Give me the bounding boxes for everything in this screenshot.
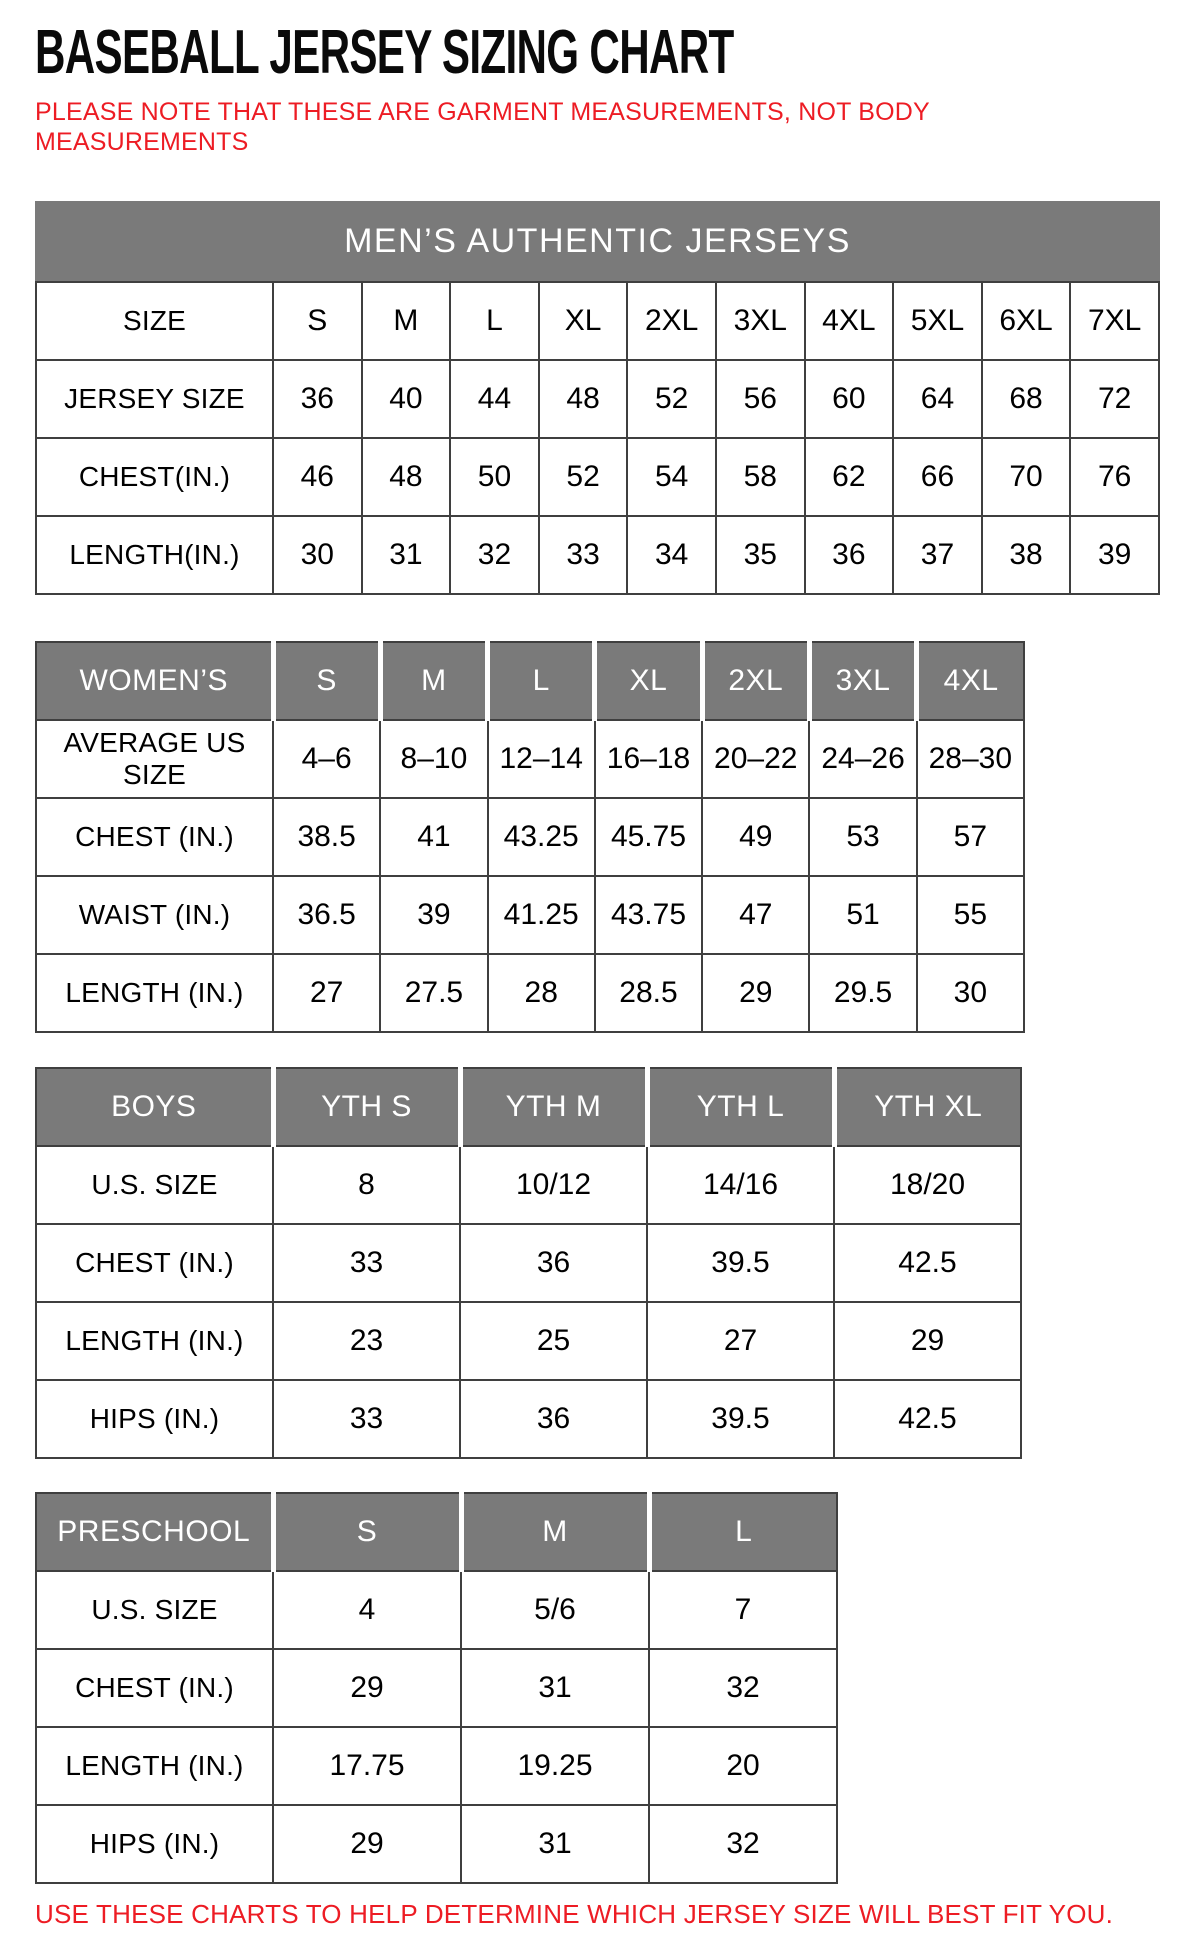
column-header: M [461,1493,649,1571]
table-row [36,1649,837,1727]
value-cell: 60 [805,360,894,438]
row-label: U.S. SIZE [36,1146,273,1224]
womens-grid [35,641,1025,1033]
table-row [36,1146,1021,1224]
table-row [36,1727,837,1805]
value-cell: 37 [893,516,982,594]
boys-table [35,1067,1200,1459]
value-cell: 25 [460,1302,647,1380]
table-row [36,798,1024,876]
value-cell: 6XL [982,282,1071,360]
row-label: LENGTH (IN.) [36,1727,273,1805]
value-cell: 48 [362,438,451,516]
value-cell: 58 [716,438,805,516]
value-cell: 52 [627,360,716,438]
value-cell: 39 [1070,516,1159,594]
row-label: LENGTH (IN.) [36,1302,273,1380]
row-label: SIZE [36,282,273,360]
value-cell: 47 [702,876,809,954]
value-cell: 56 [716,360,805,438]
page-title [35,0,1200,85]
value-cell: 36.5 [273,876,380,954]
content-column [35,0,1200,1930]
value-cell: 8 [273,1146,460,1224]
value-cell: XL [539,282,628,360]
column-header: XL [595,642,702,720]
row-label: CHEST(IN.) [36,438,273,516]
row-label: CHEST (IN.) [36,1224,273,1302]
row-label: CHEST (IN.) [36,1649,273,1727]
row-label: U.S. SIZE [36,1571,273,1649]
value-cell: 43.25 [488,798,595,876]
column-header: S [273,1493,461,1571]
mens-banner-heading: MEN’S AUTHENTIC JERSEYS [35,201,1160,281]
table-row [36,876,1024,954]
row-label: LENGTH(IN.) [36,516,273,594]
value-cell: 5/6 [461,1571,649,1649]
mens-table [35,201,1200,595]
value-cell: 28 [488,954,595,1032]
value-cell: 39 [380,876,487,954]
value-cell: 41 [380,798,487,876]
table-row [36,720,1024,798]
value-cell: 39.5 [647,1224,834,1302]
value-cell: 40 [362,360,451,438]
value-cell: 36 [460,1380,647,1458]
value-cell: 53 [809,798,916,876]
value-cell: 64 [893,360,982,438]
value-cell: 27.5 [380,954,487,1032]
value-cell: 7 [649,1571,837,1649]
value-cell: 52 [539,438,628,516]
table-row [36,954,1024,1032]
value-cell: 5XL [893,282,982,360]
value-cell: 62 [805,438,894,516]
value-cell: 43.75 [595,876,702,954]
value-cell: 20–22 [702,720,809,798]
value-cell: 36 [460,1224,647,1302]
column-header: 3XL [809,642,916,720]
womens-table [35,641,1200,1033]
value-cell: 48 [539,360,628,438]
value-cell: 29 [702,954,809,1032]
column-header: YTH M [460,1068,647,1146]
value-cell: 29 [834,1302,1021,1380]
row-label: CHEST (IN.) [36,798,273,876]
value-cell: 51 [809,876,916,954]
column-header: S [273,642,380,720]
value-cell: 4–6 [273,720,380,798]
value-cell: 4 [273,1571,461,1649]
value-cell: 38 [982,516,1071,594]
value-cell: 29.5 [809,954,916,1032]
table-row [36,360,1159,438]
preschool-grid [35,1492,838,1884]
value-cell: 28–30 [917,720,1024,798]
row-label: HIPS (IN.) [36,1380,273,1458]
value-cell: 27 [273,954,380,1032]
womens-header-row [36,642,1024,720]
value-cell: M [362,282,451,360]
value-cell: 31 [461,1805,649,1883]
value-cell: 31 [362,516,451,594]
value-cell: 24–26 [809,720,916,798]
value-cell: 36 [273,360,362,438]
boys-header-row [36,1068,1021,1146]
column-header: YTH S [273,1068,460,1146]
value-cell: 72 [1070,360,1159,438]
value-cell: 2XL [627,282,716,360]
value-cell: 54 [627,438,716,516]
garment-note-text: PLEASE NOTE THAT THESE ARE GARMENT MEASUREMENTS, NOT BODY MEASUREMENTS [35,98,930,156]
value-cell: 35 [716,516,805,594]
column-header: 2XL [702,642,809,720]
value-cell: 42.5 [834,1224,1021,1302]
womens-header-label: WOMEN’S [36,642,273,720]
value-cell: 36 [805,516,894,594]
value-cell: 33 [273,1380,460,1458]
column-header: M [380,642,487,720]
preschool-header-label: PRESCHOOL [36,1493,273,1571]
value-cell: 49 [702,798,809,876]
value-cell: 38.5 [273,798,380,876]
row-label: WAIST (IN.) [36,876,273,954]
value-cell: 29 [273,1649,461,1727]
column-header: L [488,642,595,720]
value-cell: 41.25 [488,876,595,954]
value-cell: 68 [982,360,1071,438]
value-cell: 76 [1070,438,1159,516]
row-label: JERSEY SIZE [36,360,273,438]
value-cell: 55 [917,876,1024,954]
value-cell: S [273,282,362,360]
column-header: 4XL [917,642,1024,720]
value-cell: 33 [539,516,628,594]
value-cell: 44 [450,360,539,438]
value-cell: 10/12 [460,1146,647,1224]
value-cell: 12–14 [488,720,595,798]
value-cell: L [450,282,539,360]
value-cell: 57 [917,798,1024,876]
row-label: LENGTH (IN.) [36,954,273,1032]
value-cell: 66 [893,438,982,516]
value-cell: 45.75 [595,798,702,876]
footer-note-text: USE THESE CHARTS TO HELP DETERMINE WHICH JERSEY SIZE WILL BEST FIT YOU. [35,1899,1114,1930]
value-cell: 20 [649,1727,837,1805]
value-cell: 23 [273,1302,460,1380]
table-row [36,1805,837,1883]
table-row [36,282,1159,360]
column-header: L [649,1493,837,1571]
value-cell: 70 [982,438,1071,516]
table-row [36,1571,837,1649]
value-cell: 39.5 [647,1380,834,1458]
table-row [36,1302,1021,1380]
column-header: YTH L [647,1068,834,1146]
value-cell: 17.75 [273,1727,461,1805]
preschool-table [35,1492,1200,1884]
value-cell: 32 [649,1805,837,1883]
value-cell: 18/20 [834,1146,1021,1224]
value-cell: 33 [273,1224,460,1302]
value-cell: 29 [273,1805,461,1883]
preschool-header-row [36,1493,837,1571]
table-row [36,1224,1021,1302]
value-cell: 27 [647,1302,834,1380]
value-cell: 4XL [805,282,894,360]
table-row [36,516,1159,594]
value-cell: 30 [917,954,1024,1032]
value-cell: 32 [649,1649,837,1727]
tables [35,201,1200,1884]
value-cell: 14/16 [647,1146,834,1224]
value-cell: 3XL [716,282,805,360]
value-cell: 28.5 [595,954,702,1032]
value-cell: 31 [461,1649,649,1727]
table-row [36,438,1159,516]
value-cell: 34 [627,516,716,594]
table-row [36,1380,1021,1458]
row-label: AVERAGE US SIZE [36,720,273,798]
value-cell: 32 [450,516,539,594]
value-cell: 7XL [1070,282,1159,360]
value-cell: 42.5 [834,1380,1021,1458]
mens-grid [35,281,1160,595]
value-cell: 16–18 [595,720,702,798]
value-cell: 50 [450,438,539,516]
value-cell: 46 [273,438,362,516]
page-title-text: BASEBALL JERSEY SIZING CHART [35,18,734,87]
row-label: HIPS (IN.) [36,1805,273,1883]
value-cell: 19.25 [461,1727,649,1805]
column-header: YTH XL [834,1068,1021,1146]
boys-header-label: BOYS [36,1068,273,1146]
value-cell: 30 [273,516,362,594]
value-cell: 8–10 [380,720,487,798]
boys-grid [35,1067,1022,1459]
